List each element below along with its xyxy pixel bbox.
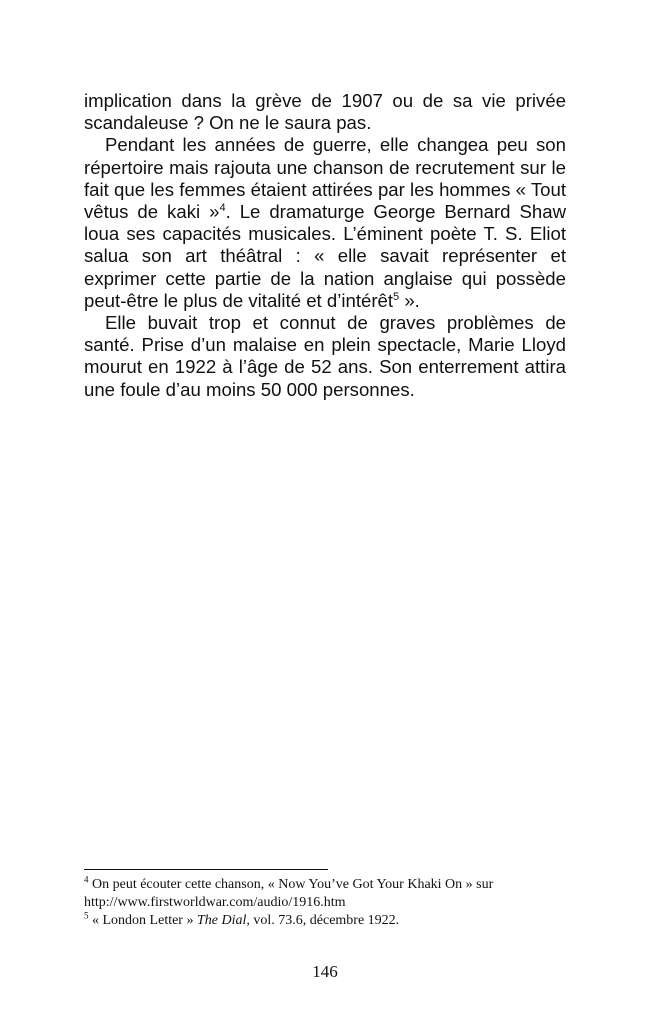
footnote-ref-5: 5	[393, 290, 400, 303]
page-number: 146	[312, 962, 338, 981]
paragraph-3	[84, 312, 566, 401]
footnote-5-suffix: , vol. 73.6, décembre 1922.	[246, 913, 400, 928]
paragraph-1-text: implication dans la grève de 1907 ou de sa vie privée scandaleuse ? On ne le saura pas.	[84, 90, 566, 134]
footnote-5-title: The Dial	[196, 913, 247, 928]
paragraph-2	[84, 134, 566, 312]
footnotes	[84, 876, 566, 930]
footnote-5	[84, 912, 566, 930]
main-text	[84, 90, 566, 401]
footnote-5-number: 5	[84, 910, 89, 921]
footnote-4-text: On peut écouter cette chanson, « Now You’ve Got Your Khaki On » sur http://www.firstworldwar.com/audio/1916.htm	[84, 877, 494, 910]
footnote-4	[84, 876, 566, 912]
paragraph-2-text-c: ».	[399, 289, 420, 311]
footnote-separator	[84, 869, 328, 870]
footnote-4-number: 4	[84, 874, 89, 885]
paragraph-3-text: Elle buvait trop et connut de graves problèmes de santé. Prise d’un malaise en plein spectacle, Marie Lloyd mourut en 1922 à l’âge de 52 ans. Son enterrement attira une foule d’au moins 50 000 personnes.	[84, 312, 566, 400]
paragraph-1	[84, 90, 566, 134]
paragraph-2-text-b: . Le dramaturge George Bernard Shaw loua ses capacités musicales. L’éminent poète T. S. Eliot salua son art théâtral : « elle savait représenter et exprimer cette partie de la nation anglaise qui possède peut-être le plus de vitalité et d’intérêt	[84, 201, 566, 311]
footnote-5-prefix: « London Letter »	[88, 913, 197, 928]
paragraph-2-text-a: Pendant les années de guerre, elle changea peu son répertoire mais rajouta une chanson de recrutement sur le fait que les femmes étaient attirées par les hommes « Tout vêtus de kaki »	[84, 134, 566, 223]
footnote-ref-4: 4	[219, 201, 226, 214]
